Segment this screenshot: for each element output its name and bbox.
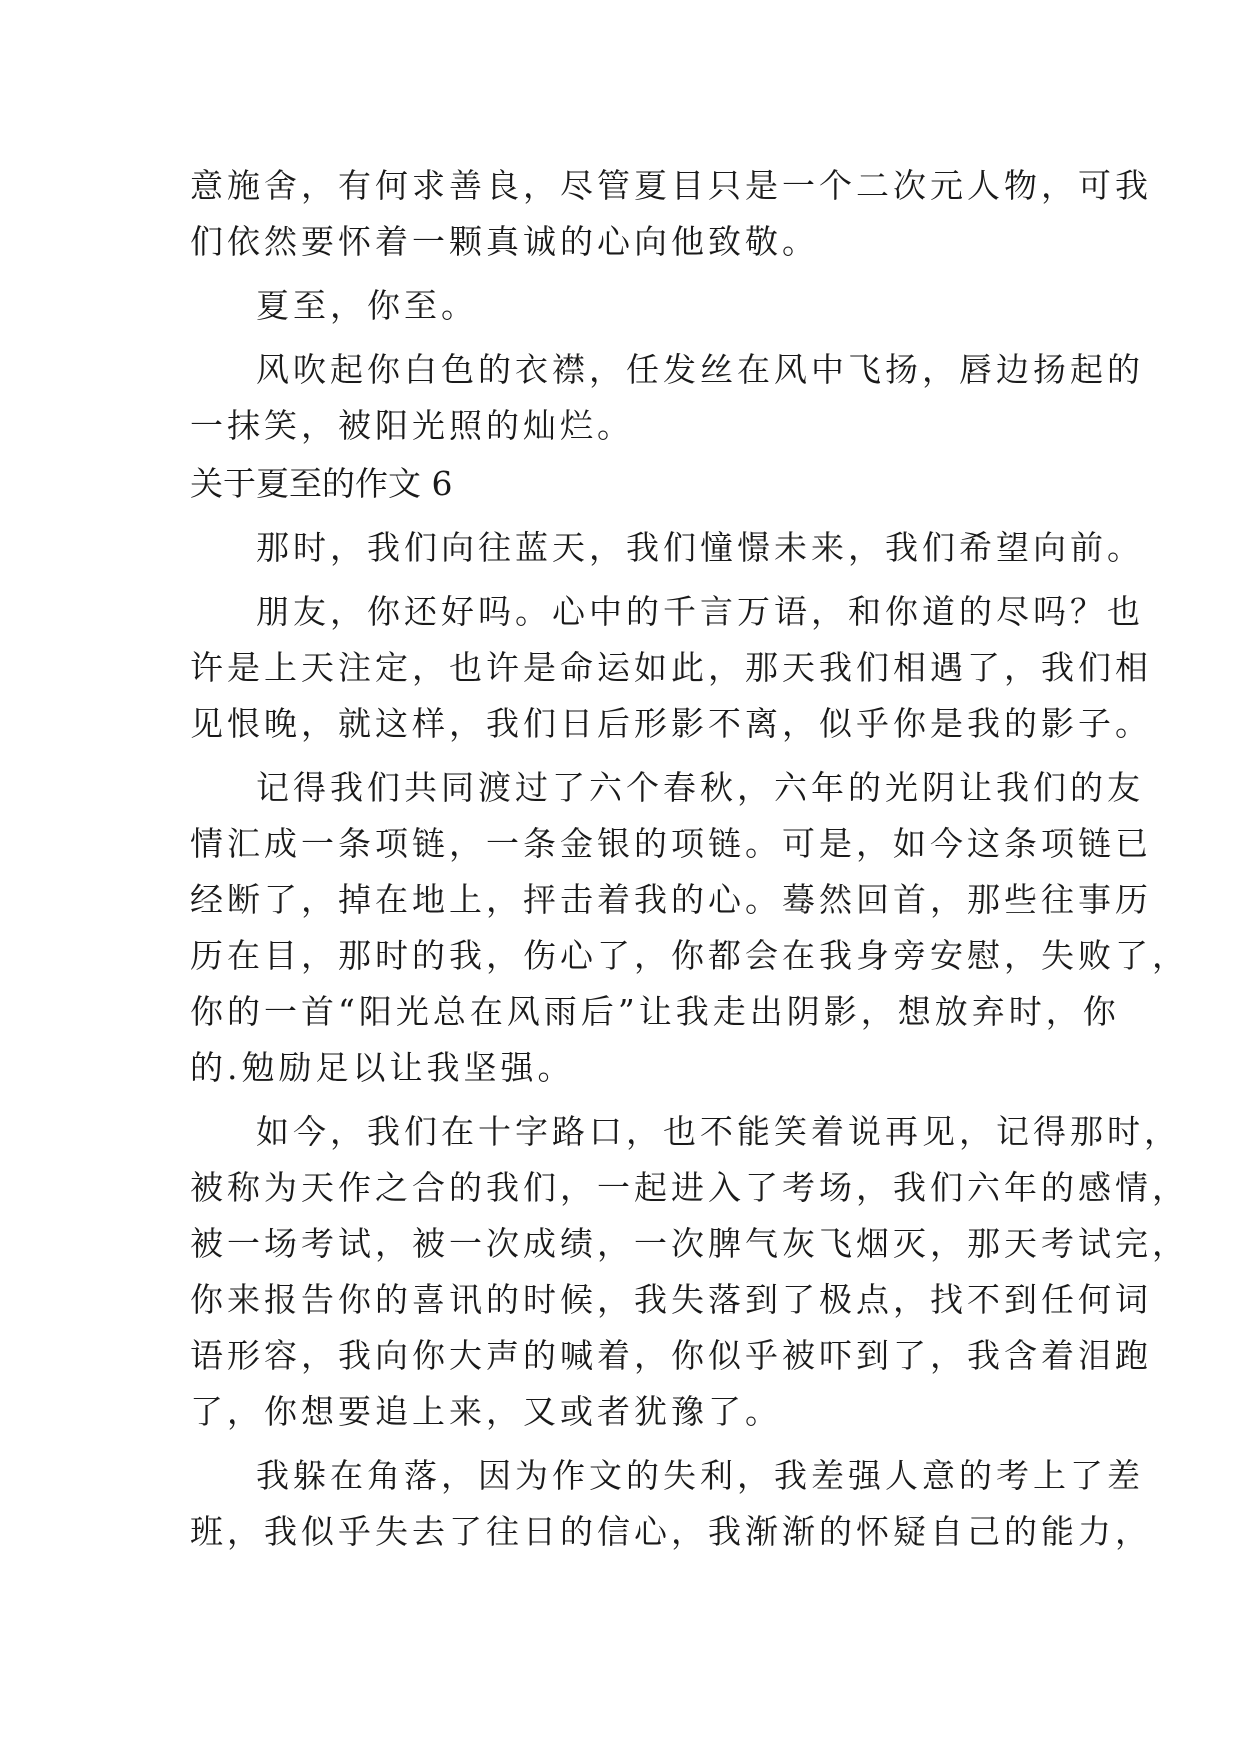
text-line: 的.勉励足以让我坚强。 <box>190 1048 575 1087</box>
text-line: 一抹笑，被阳光照的灿烂。 <box>190 406 634 445</box>
text-line: 你的一首“阳光总在风雨后”让我走出阴影，想放弃时，你 <box>190 992 1120 1031</box>
text-line: 朋友，你还好吗。心中的千言万语，和你道的尽吗？也 <box>256 592 1144 631</box>
text-line: 记得我们共同渡过了六个春秋，六年的光阴让我们的友 <box>256 768 1144 807</box>
text-line: 历在目，那时的我，伤心了，你都会在我身旁安慰，失败了， <box>190 936 1189 975</box>
text-line: 语形容，我向你大声的喊着，你似乎被吓到了，我含着泪跑 <box>190 1336 1152 1375</box>
text-line: 了，你想要追上来，又或者犹豫了。 <box>190 1392 782 1431</box>
text-line: 风吹起你白色的衣襟，任发丝在风中飞扬，唇边扬起的 <box>256 350 1144 389</box>
text-line: 见恨晚，就这样，我们日后形影不离，似乎你是我的影子。 <box>190 704 1152 743</box>
text-line: 许是上天注定，也许是命运如此，那天我们相遇了，我们相 <box>190 648 1152 687</box>
text-line: 意施舍，有何求善良，尽管夏目只是一个二次元人物，可我 <box>190 166 1152 205</box>
text-line: 你来报告你的喜讯的时候，我失落到了极点，找不到任何词 <box>190 1280 1152 1319</box>
text-line: 那时，我们向往蓝天，我们憧憬未来，我们希望向前。 <box>256 528 1144 567</box>
section-heading: 关于夏至的作文 6 <box>190 464 453 503</box>
text-line: 经断了，掉在地上，抨击着我的心。蓦然回首，那些往事历 <box>190 880 1152 919</box>
text-line: 如今，我们在十字路口，也不能笑着说再见，记得那时， <box>256 1112 1181 1151</box>
text-line: 夏至，你至。 <box>256 286 478 325</box>
document-body <box>190 158 1189 1560</box>
text-line: 被称为天作之合的我们，一起进入了考场，我们六年的感情， <box>190 1168 1189 1207</box>
text-line: 班，我似乎失去了往日的信心，我渐渐的怀疑自己的能力， <box>190 1512 1152 1551</box>
text-line: 们依然要怀着一颗真诚的心向他致敬。 <box>190 222 819 261</box>
text-line: 情汇成一条项链，一条金银的项链。可是，如今这条项链已 <box>190 824 1152 863</box>
text-line: 我躲在角落，因为作文的失利，我差强人意的考上了差 <box>256 1456 1144 1495</box>
text-line: 被一场考试，被一次成绩，一次脾气灰飞烟灭，那天考试完， <box>190 1224 1189 1263</box>
